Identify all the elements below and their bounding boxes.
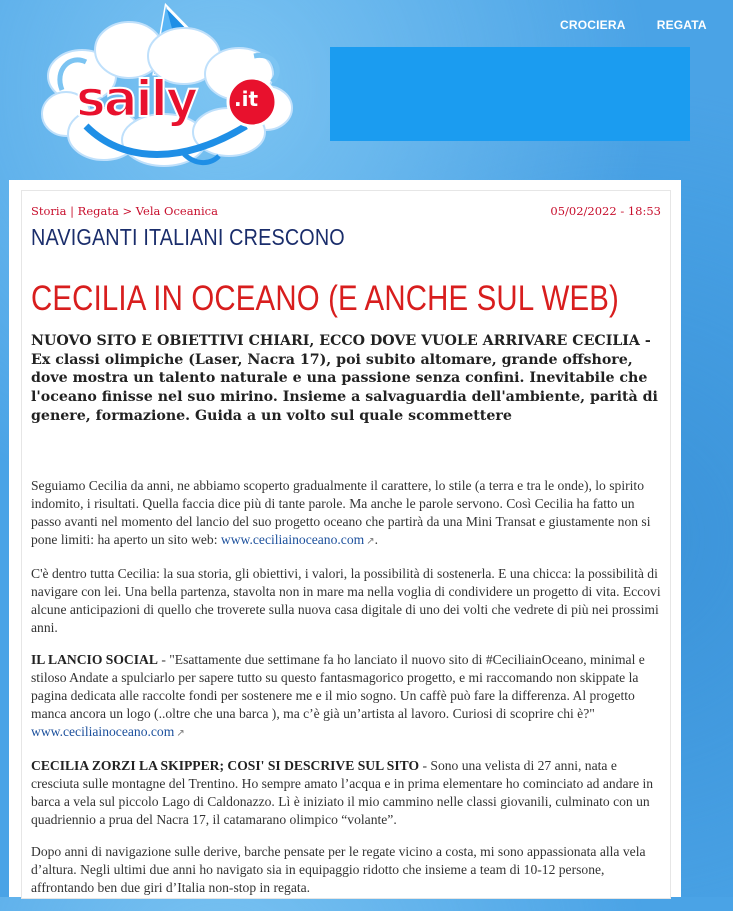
logo-tld-text: .it (234, 87, 259, 111)
website-link[interactable] (31, 724, 185, 739)
section-label: IL LANCIO SOCIAL (31, 652, 158, 667)
article-paragraph (31, 651, 661, 743)
breadcrumb-separator: | (66, 204, 78, 218)
paragraph-text: - "Esattamente due settimane fa ho lanciato il nuovo sito di #CeciliainOceano, minimal e stiloso Andate a spulciarlo per sapere tutto su questo fantasmagorico progetto, e mi raccomando non skippate la pagina dedicata alle raccolte fondi per sostenere me e il mio sogno. Un caffè può fare la differenza. Al progetto manca ancora un logo (..oltre che una barca ), ma c’è già un’artista al lavoro. Curiosi di scoprire chi è?" (31, 652, 645, 721)
website-link-text: www.ceciliainoceano.com (31, 724, 175, 739)
top-navigation (560, 14, 707, 32)
article-container (21, 190, 671, 899)
breadcrumb-regata[interactable]: Regata (77, 204, 119, 218)
article-title: CECILIA IN OCEANO (E ANCHE SUL WEB) (31, 279, 620, 318)
paragraph-text: . (374, 532, 379, 547)
article-date: 05/02/2022 - 18:53 (550, 204, 661, 218)
ad-banner[interactable] (330, 47, 690, 141)
website-link-text: www.ceciliainoceano.com (220, 532, 365, 547)
article-body (31, 477, 661, 911)
section-label: CECILIA ZORZI LA SKIPPER; COSI' SI DESCRIVE SUL SITO (31, 758, 420, 773)
external-link-icon: ↗ (366, 536, 375, 547)
logo-brand-text: saily (76, 70, 197, 128)
breadcrumb (31, 204, 218, 218)
article-card (9, 180, 681, 897)
article-meta (31, 204, 661, 218)
paragraph-text: Seguiamo Cecilia da anni, ne abbiamo scoperto gradualmente il carattere, lo stile (a terra e tra le onde), lo spirito indomito, i risultati. Quella faccia dice più di tante parole. Ma anche le parole servono. Così Cecilia ha fatto un passo avanti nel momento del lancio del suo progetto oceano che partirà da una Mini Transat e giustamente non si pone limiti: ha aperto un sito web: (31, 478, 651, 547)
saily-logo[interactable] (34, 4, 304, 174)
article-lead: NUOVO SITO E OBIETTIVI CHIARI, ECCO DOVE VUOLE ARRIVARE CECILIA - Ex classi olimpiche (Laser, Nacra 17), poi subito altomare, grande offshore, dove mostra un talento naturale e una passione senza confini. Inevitabile che l'oceano finisse nel suo mirino. Insieme a salvaguardia dell'ambiente, parità di genere, formazione. Guida a un volto sul quale scommettere (31, 333, 658, 424)
breadcrumb-separator: > (118, 204, 136, 218)
breadcrumb-storia[interactable]: Storia (31, 204, 67, 218)
external-link-icon: ↗ (176, 728, 185, 739)
paragraph-text: - Sono una velista di 27 anni, nata e cresciuta sulle montagne del Trentino. Ho sempre amato l’acqua e in prima elementare ho cominciato ad andare in barca a vela sul piccolo Lago di Caldonazzo. Lì è iniziato il mio cammino nelle classi giovanili, culminato con un quadriennio a prua del Nacra 17, il catamarano olimpico “volante”. (31, 758, 654, 827)
breadcrumb-vela-oceanica[interactable]: Vela Oceanica (135, 204, 218, 218)
article-paragraph (31, 477, 661, 551)
website-link[interactable] (221, 532, 375, 547)
article-paragraph (31, 757, 661, 829)
article-paragraph: Dopo anni di navigazione sulle derive, barche pensate per le regate vicino a costa, mi sono appassionata alla vela d’altura. Negli ultimi due anni ho navigato sia in equipaggio ridotto che insieme a team di 10-12 persone, affrontando ben due giri d’Italia non-stop in regata. (31, 844, 646, 895)
article-paragraph: C'è dentro tutta Cecilia: la sua storia, gli obiettivi, i valori, la possibilità di sostenerla. E una chicca: la possibilità di navigare con lei. Una bella partenza, stavolta non in mare ma nella voglia di condividere un progetto di vita. Eccovi alcune anticipazioni di quello che troverete sulla nuova casa digitale di uno dei volti che vedrete di più nei prossimi anni. (31, 566, 661, 635)
nav-item-regata[interactable]: REGATA (656, 18, 707, 32)
nav-item-crociera[interactable]: CROCIERA (560, 18, 626, 32)
article-kicker: NAVIGANTI ITALIANI CRESCONO (31, 224, 345, 250)
